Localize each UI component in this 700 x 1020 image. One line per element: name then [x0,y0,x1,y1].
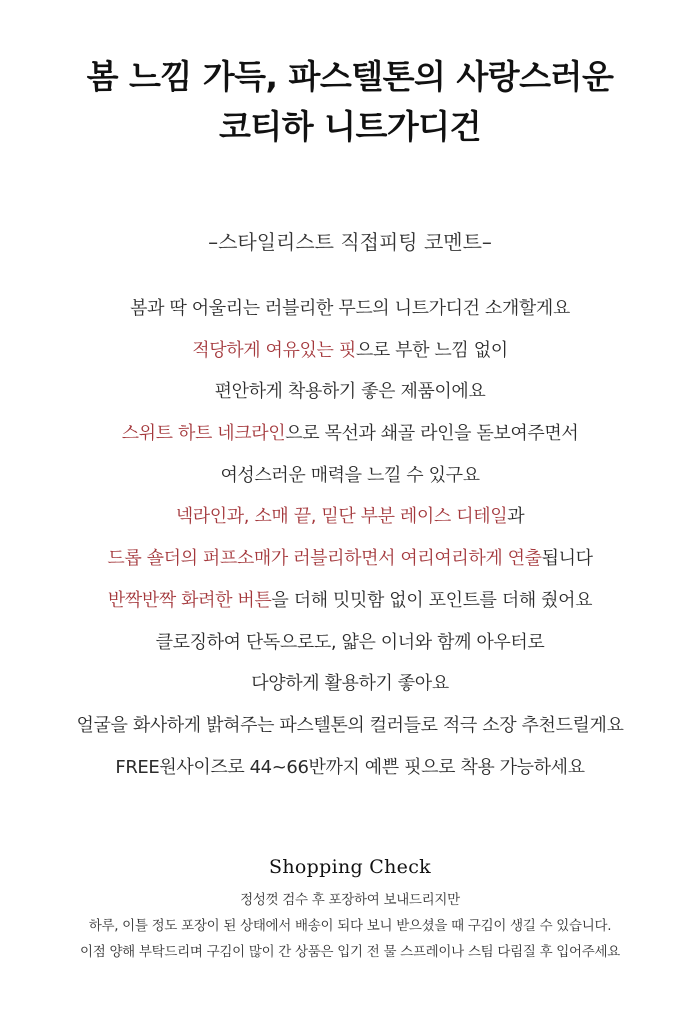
comment-text: 봄과 딱 어울리는 러블리한 무드의 니트가디건 소개할게요 [130,298,570,319]
comment-text: 다양하게 활용하기 좋아요 [251,673,449,695]
comment-line [0,705,700,747]
comment-text: 편안하게 착용하기 좋은 제품이에요 [214,381,486,403]
comment-highlight: 드롭 숄더의 퍼프소매가 러블리하면서 여리여리하게 연출 [107,548,542,570]
comment-line [0,371,700,413]
comment-highlight: 스위트 하트 네크라인 [121,423,286,445]
comment-line [0,622,700,664]
comment-text: 클로징하여 단독으로도, 얇은 이너와 함께 아우터로 [155,631,545,653]
comment-text: 얼굴을 화사하게 밝혀주는 파스텔톤의 컬러들로 적극 소장 추천드릴게요 [76,714,624,736]
comment-line [0,330,700,372]
comment-line [0,538,700,580]
stylist-comment-heading: –스타일리스트 직접피팅 코멘트– [208,230,492,254]
comment-line [0,496,700,538]
product-headline [0,52,700,152]
headline-line-1: 봄 느낌 가득, 파스텔톤의 사랑스러운 [86,57,614,96]
comment-text: 여성스러운 매력을 느낄 수 있구요 [220,464,480,486]
headline-line-2: 코티하 니트가디건 [218,107,481,146]
comment-line [0,288,700,330]
shopping-check-line: 정성껏 검수 후 포장하여 보내드리지만 [240,892,460,908]
comment-highlight: 적당하게 여유있는 핏 [192,339,356,361]
comment-line [0,663,700,705]
comment-highlight: 넥라인과, 소매 끝, 밑단 부분 레이스 디테일 [175,506,508,528]
comment-text: 됩니다 [541,548,593,570]
shopping-check-line: 하루, 이틀 정도 포장이 된 상태에서 배송이 되다 보니 받으셨을 때 구김이 생길 수 있습니다. [88,918,612,934]
comment-highlight: 반짝반짝 화려한 버튼 [107,589,272,611]
shopping-check-title: Shopping Check [269,856,431,878]
shopping-check-notice [0,887,700,965]
comment-text: FREE원사이즈로 44~66반까지 예쁜 핏으로 착용 가능하세요 [115,756,585,778]
comment-text: 을 더해 밋밋함 없이 포인트를 더해 줬어요 [271,589,593,611]
comment-line [0,455,700,497]
comment-text: 으로 목선과 쇄골 라인을 돋보여주면서 [285,423,579,445]
comment-text: 으로 부한 느낌 없이 [355,339,508,361]
comment-line [0,747,700,789]
comment-text: 과 [507,506,525,528]
comment-line [0,580,700,622]
stylist-comment-list [0,288,700,788]
comment-line [0,413,700,455]
shopping-check-line: 이점 양해 부탁드리며 구김이 많이 간 상품은 입기 전 물 스프레이나 스팀 다림질 후 입어주세요 [79,944,621,960]
